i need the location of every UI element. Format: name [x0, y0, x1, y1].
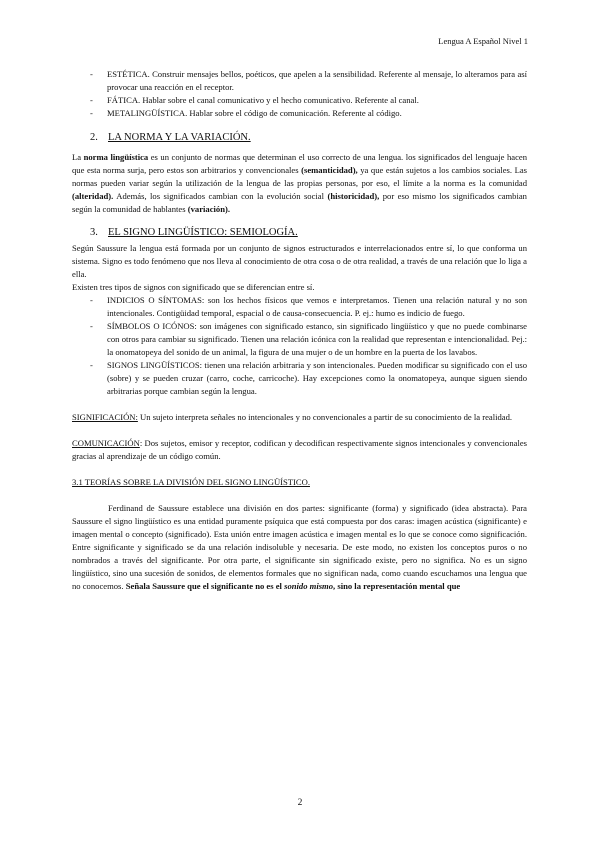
list-item: - METALINGÜÍSTICA. Hablar sobre el código de comunicación. Referente al código.: [90, 108, 402, 118]
text-run: por eso mismo los significados cambian según la comunidad de hablantes: [72, 191, 527, 214]
item-text: SÍMBOLOS O ICÓNOS: son imágenes con significado estanco, sin significado lingüístico y que no puede combinarse con otros para cambiar su significado. Tienen una relación icónica con la realidad que representan e intencionalidad. Pej.: la onomatopeya del sonido de un animal, la figura de una mujer o de un hombre en la puerta de los lavabos.: [107, 321, 527, 357]
item-text: . Construir mensajes bellos, poéticos, que apelen a la sensibilidad. Referente al mensaje, lo alteramos para así provocar una reacción en el receptor.: [107, 69, 527, 92]
text-run: Además, los significados cambian con la evolución social: [113, 191, 328, 201]
list-item: - FÁTICA. Hablar sobre el canal comunicativo y el hecho comunicativo. Referente al canal.: [90, 95, 419, 105]
comunicacion-paragraph: [72, 437, 527, 463]
item-label: METALINGÜÍSTICA: [107, 108, 186, 118]
page-number: 2: [297, 798, 303, 808]
function-list: [72, 68, 527, 120]
item-text: INDICIOS O SÍNTOMAS: son los hechos físicos que vemos e interpretamos. Tienen una relación natural y no son intencionales. Contigüidad temporal, espacial o de causa-consecuencia. P. ej.: humo es indicio de fuego.: [107, 295, 527, 318]
list-item: - INDICIOS O SÍNTOMAS: son los hechos físicos que vemos e interpretamos. Tienen una relación natural y no son intencionales. Contigüidad temporal, espacial o de causa-consecuencia. P. ej.: humo es indicio de fuego.: [90, 295, 527, 318]
section-heading: [72, 226, 527, 240]
sign-types-list: [72, 294, 527, 398]
section-heading: [72, 131, 527, 145]
text-run: La: [72, 152, 84, 162]
text-run: ya que están sujetos a los cambios sociales. Las normas pueden variar según la utilización de la lengua de las propias personas, por eso, el límite a la norma es la comunidad: [72, 165, 527, 188]
item-text: . Hablar sobre el código de comunicación. Referente al código.: [185, 108, 402, 118]
term-label: COMUNICACIÓN: [72, 438, 140, 448]
term-label: SIGNIFICACIÓN:: [72, 412, 138, 422]
text-run: es un conjunto de normas que determinan el uso correcto de una lengua. los significados del lenguaje hacen que esta norma surja, pero estos son arbitrarios y convencionales: [72, 152, 528, 175]
item-label: ESTÉTICA: [107, 69, 148, 79]
page-header: Lengua A Español Nivel 1: [438, 36, 528, 46]
section-title: EL SIGNO LINGÜÍSTICO: SEMIOLOGÍA.: [108, 227, 298, 238]
list-item: - ESTÉTICA. Construir mensajes bellos, poéticos, que apelen a la sensibilidad. Referente al mensaje, lo alteramos para así provocar una reacción en el receptor.: [90, 69, 527, 92]
bold-term: (variación).: [187, 204, 230, 214]
bold-term: norma lingüística: [83, 152, 149, 162]
types-intro: Existen tres tipos de signos con significado que se diferencian entre sí.: [72, 282, 315, 292]
section-title: LA NORMA Y LA VARIACIÓN.: [108, 132, 251, 143]
subsection-title: 3.1 TEORÍAS SOBRE LA DIVISIÓN DEL SIGNO LINGÜÍSTICO.: [72, 477, 310, 487]
norma-paragraph: [72, 151, 527, 216]
bold-term: (semanticidad),: [301, 165, 358, 175]
signo-intro-paragraph: Según Saussure la lengua está formada por un conjunto de signos estructurados e interrelacionados entre sí, lo que conforma un sistema. Signo es todo fenómeno que nos lleva al conocimiento de otra cosa o de otra realidad, a través de una relación que lo liga a ella.: [72, 243, 527, 279]
bold-term: (alteridad).: [72, 191, 114, 201]
text-run: Ferdinand de Saussure establece una división en dos partes: significante (forma) y significado (idea abstracta). Para Saussure el signo lingüístico es una entidad puramente psíquica que está compuesta por dos caras: imagen acústica (significante) e imagen mental o concepto (significado). Esta unión entre imagen acústica e imagen mental es lo que se conoce como significación. Entre significante y significado se da una relación indisoluble y necesaria. De este modo, no existen los conceptos puros o no nombrados a través del significante. Por otra parte, el significante sin significado existe, pero no significa. No es un signo lingüístico, sino una sucesión de sonidos, de elementos formales que no significan nada, como cuando escuchamos una lengua que no conocemos.: [72, 503, 527, 591]
item-label: FÁTICA: [107, 95, 139, 105]
text-run: Un sujeto interpreta señales no intencionales y no convencionales a partir de su conocimiento de la realidad.: [137, 412, 513, 422]
bold-italic-run: sonido mismo: [284, 581, 334, 591]
subsection-heading: [72, 476, 527, 489]
item-text: . Hablar sobre el canal comunicativo y el hecho comunicativo. Referente al canal.: [138, 95, 419, 105]
bold-term: (historicidad),: [327, 191, 380, 201]
saussure-paragraph: [72, 502, 527, 593]
page-content: [72, 68, 527, 593]
significacion-paragraph: [72, 411, 527, 424]
bold-run: Señala Saussure que el significante no es el: [125, 581, 285, 591]
section-number: 3.: [90, 227, 98, 238]
list-item: - SIGNOS LINGÜÍSTICOS: tienen una relación arbitraria y son intencionales. Pueden modificar su significado con el uso (sobre) y se pueden cruzar (carro, coche, carricoche). Hay excepciones como la onomatopeya, aunque siguen siendo arbitrarias porque cambian según la lengua.: [90, 360, 527, 396]
list-item: - SÍMBOLOS O ICÓNOS: son imágenes con significado estanco, sin significado lingüístico y que no puede combinarse con otros para cambiar su significado. Tienen una relación icónica con la realidad que representan e intencionalidad. Pej.: la onomatopeya del sonido de un animal, la figura de una mujer o de un hombre en la puerta de los lavabos.: [90, 321, 527, 357]
item-text: SIGNOS LINGÜÍSTICOS: tienen una relación arbitraria y son intencionales. Pueden modificar su significado con el uso (sobre) y se pueden cruzar (carro, coche, carricoche). Hay excepciones como la onomatopeya, aunque siguen siendo arbitrarias porque cambian según la lengua.: [107, 360, 527, 396]
bold-run: , sino la representación mental que: [333, 581, 461, 591]
section-number: 2.: [90, 132, 98, 143]
text-run: : Dos sujetos, emisor y receptor, codifican y decodifican respectivamente signos intencionales y convencionales gracias al aprendizaje de un código común.: [72, 438, 527, 461]
